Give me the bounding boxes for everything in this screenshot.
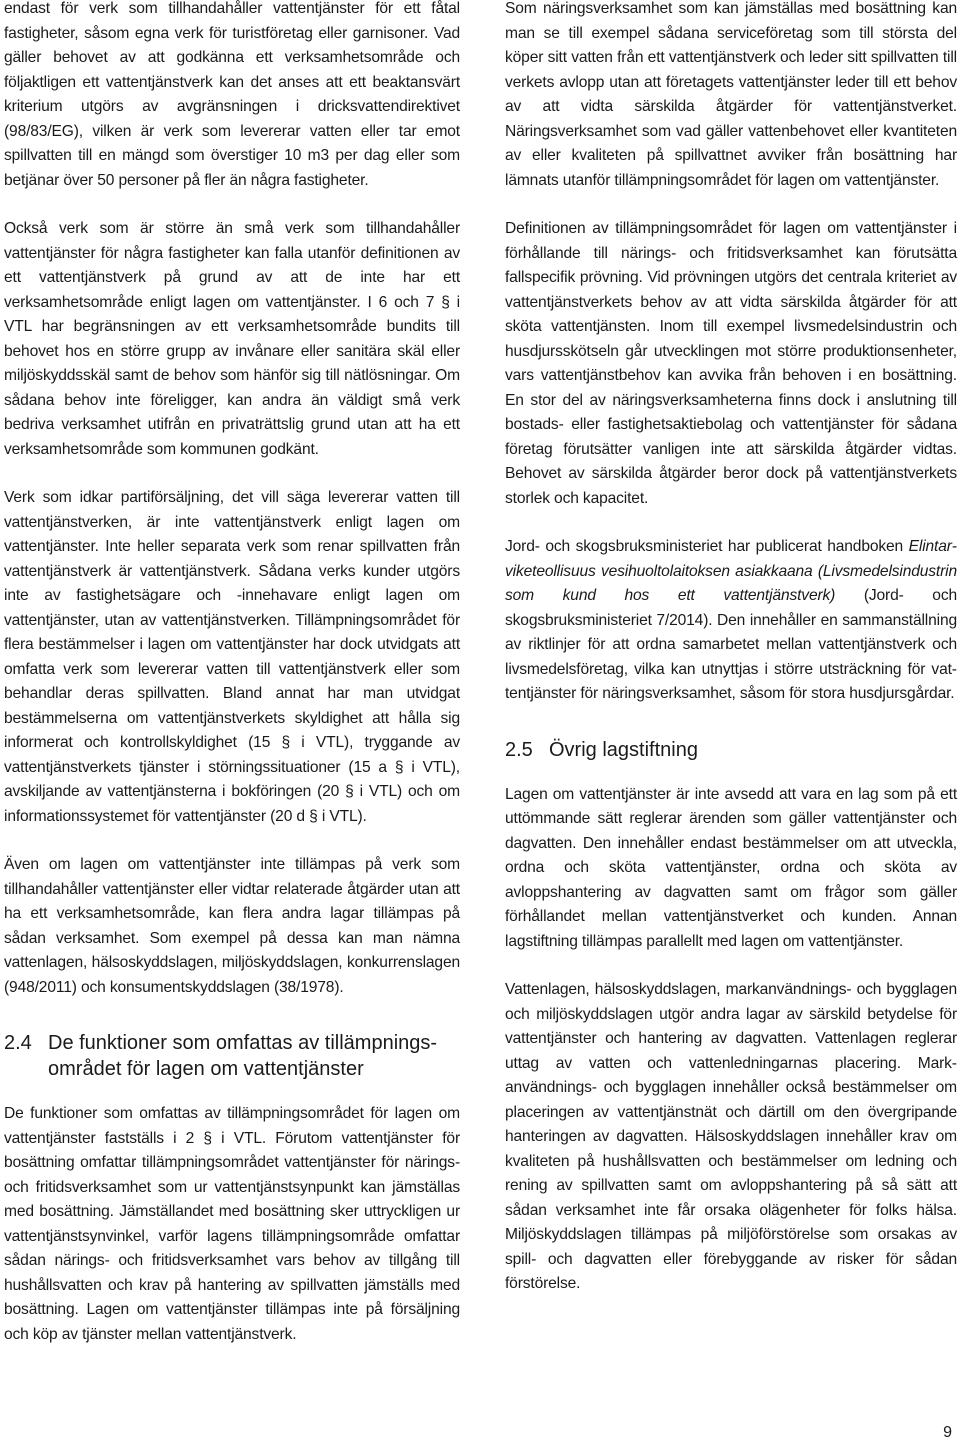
- paragraph: De funktioner som omfattas av tillämpningsområdet för lagen om vattentjänster fastställs i 2 § i VTL. Förutom vattentjänster för bosättning omfattar tillämpningsområdet vattentjänster för närings- och fritidsverksamhet som ur vattentjänstsynpunkt kan jämställas med bosättning. Jämställandet med bosättning sker uttryckligen ur vattentjänstsynvinkel, varför lagens tillämpningsområde omfattar sådan närings- och fritidsverksamhet vars behov av tillgång till hushållsvatten och krav på hantering av spillvatten jämställs med bosättning. Lagen om vattentjänster tillämpas inte på försäljning och köp av tjänster mellan vattentjänstverk.: [4, 1105, 460, 1343]
- paragraph: endast för verk som tillhandahåller vattentjänster för ett fåtal fastigheter, såsom egna verk för turistföretag eller garnisoner. Vad gäller behovet av att godkänna ett verksamhetsområde och följaktligen ett vattentjänstverk kan det anses att ett beaktansvärt kriterium utgörs av avgränsningen i dricksvattendirektivet (98/83/EG), vilken är verk som levererar vatten eller tar emot spillvatten till en mängd som överstiger 10 m3 per dag eller som betjänar över 50 personer på fler än några fastigheter.: [4, 0, 460, 189]
- section-title: Övrig lagstiftning: [549, 738, 698, 761]
- paragraph: Också verk som är större än små verk som tillhandahåller vattentjänster för några fastigheter kan falla utanför definitionen av ett vattentjänstverk på grund av att de inte har ett verksamhetsområde enligt lagen om vattentjänster. I 6 och 7 § i VTL har begränsningen av ett verksamhetsområde bundits till behovet hos en större grupp av invånare eller sanitära skäl eller miljöskyddsskäl samt de behov som hänför sig till nätlösningar. Om sådana behov inte föreligger, kan andra än väldigt små verk bedriva verksamhet utifrån en privaträttslig grund utan att ha ett verksamhetsområde som kommunen godkänt.: [4, 220, 460, 458]
- section-number: 2.4: [4, 1032, 32, 1054]
- page-number: 9: [943, 1424, 952, 1441]
- paragraph: Som näringsverksamhet som kan jämställas med bosättning kan man se till exempel sådana serviceföretag som till största del köper sitt vatten från ett vattentjänstverk och leder sitt spillvatten till verkets avlopp utan att företagets vattentjänster leder till ett behov av att vidta särskilda åtgärder för vattentjänstverket. Näringsverksamhet som vad gäller vattenbehovet eller kvantiteten av eller kvaliteten på spillvattnet avviker från bosättning har lämnats utanför tillämpningsområdet för lagen om vattentjänster.: [505, 0, 957, 189]
- section-title: De funktioner som omfattas av tillämpningsområdet för lagen om vattentjänster: [48, 1032, 438, 1080]
- text-run: Jord- och skogsbruksministeriet har publicerat handboken: [505, 538, 909, 555]
- paragraph: Lagen om vattentjänster är inte avsedd att vara en lag som på ett uttömmande sätt reglerar ärenden som gäller vattentjänster och dagvatten. Den innehåller endast bestämmelser om att utveckla, ordna och sköta vattentjänster, ordna och sköta av avloppshantering av dagvatten samt om frågor som gäller förhållandet mellan vattentjänstverket och kunden. Annan lagstiftning tillämpas parallellt med lagen om vattentjänster.: [505, 785, 957, 950]
- paragraph: Definitionen av tillämpningsområdet för lagen om vattentjänster i förhållande till närings- och fritidsverksamhet kan förutsätta fallspecifik prövning. Vid prövningen utgörs det centrala kriteriet av vattentjänstverkets behov av att vidta särskilda åtgärder för att sköta vattentjänsten. Inom till exempel livsmedelsindustrin och husdjursskötseln går utvecklingen mot större produktionsenheter, vars vattentjänstbehov kan avvika från behoven i en bosättning. En stor del av näringsverksamheterna finns dock i anslutning till bostads- eller fastighetsaktiebolag och vattentjänster för sådana företag förutsätter vanligen inte att särskilda åtgärder vidtas. Behovet av särskilda åtgärder beror dock på vattentjänstverkets storlek och kapacitet.: [505, 220, 957, 507]
- section-heading-2-4: [4, 1030, 460, 1082]
- handbook-title: Elintarviketeollisuus vesihuoltolaitoksen asiakkaana (Livsmedelsindustrin som kund hos ett vattentjänstverk): [505, 538, 957, 604]
- paragraph: Även om lagen om vattentjänster inte tillämpas på verk som tillhandahåller vattentjänster eller vidtar relaterade åtgärder utan att ha ett verksamhetsområde, kan flera andra lagar tillämpas på sådan verksamhet. Som exempel på dessa kan man nämna vattenlagen, hälsoskyddslagen, miljöskyddslagen, konkurrenslagen (948/2011) och konsumentskyddslagen (38/1978).: [4, 856, 460, 996]
- right-column: [505, 0, 957, 1321]
- paragraph-handbook: [505, 535, 957, 707]
- paragraph: Verk som idkar partiförsäljning, det vill säga levererar vatten till vattentjänstverken, är inte vattentjänstverk enligt lagen om vattentjänster. Inte heller separata verk som renar spillvatten från vattentjänstverk är vattentjänstverk. Sådana verks kunder utgörs inte av fastighetsägare och -innehavare enligt lagen om vattentjänster, utan av vattentjänstverken. Tillämpningsområdet för flera bestämmelser i lagen om vattentjänster har dock utvidgats att omfatta verk som levererar vatten till vattentjänstverk eller som behandlar deras spillvatten. Bland annat har man utvidgat bestämmelserna om vattentjänstverkets skyldighet att hålla sig informerat och kontrollskyldighet (15 § i VTL), tryggande av vattentjänstverkets tjänster i störningssituationer (15 a § i VTL), avskiljande av vattentjänsterna i bokföringen (20 § i VTL) och om informationssystemet för vattentjänster (20 d § i VTL).: [4, 489, 460, 825]
- section-number: 2.5: [505, 738, 533, 761]
- left-column: [4, 0, 460, 1371]
- section-heading-2-5: [505, 737, 957, 763]
- paragraph: Vattenlagen, hälsoskyddslagen, markanvändnings- och bygglagen och miljöskyddslagen utgör andra lagar av särskild betydelse för vattentjänster och hantering av dagvatten. Vattenlagen reglerar uttag av vatten och vattenledningarnas placering. Markanvändnings- och bygglagen innehåller också bestämmelser om placeringen av vattentjänstnät och därtill om den övergripande hanteringen av dagvatten. Hälsoskyddslagen innehåller krav om kvaliteten på hushållsvatten och bestämmelser om ledning och rening av spillvatten samt om avloppshantering på så sätt att sådan verksamhet inte får orsaka olägenheter för folks hälsa. Miljöskyddslagen tillämpas på miljöförstörelse som orsakas av spill- och dagvatten eller förebyggande av risker för sådan förstörelse.: [505, 981, 957, 1292]
- text-run: (Jord- och skogsbruksministeriet 7/2014). Den innehåller en sammanställning av riktlinjer för att ordna samarbetet mellan vattentjänstverk och livsmedelsföretag, vilka kan utnyttjas i större utsträckning för vattentjänster för näringsverksamhet, såsom för stora husdjursgårdar.: [505, 587, 957, 702]
